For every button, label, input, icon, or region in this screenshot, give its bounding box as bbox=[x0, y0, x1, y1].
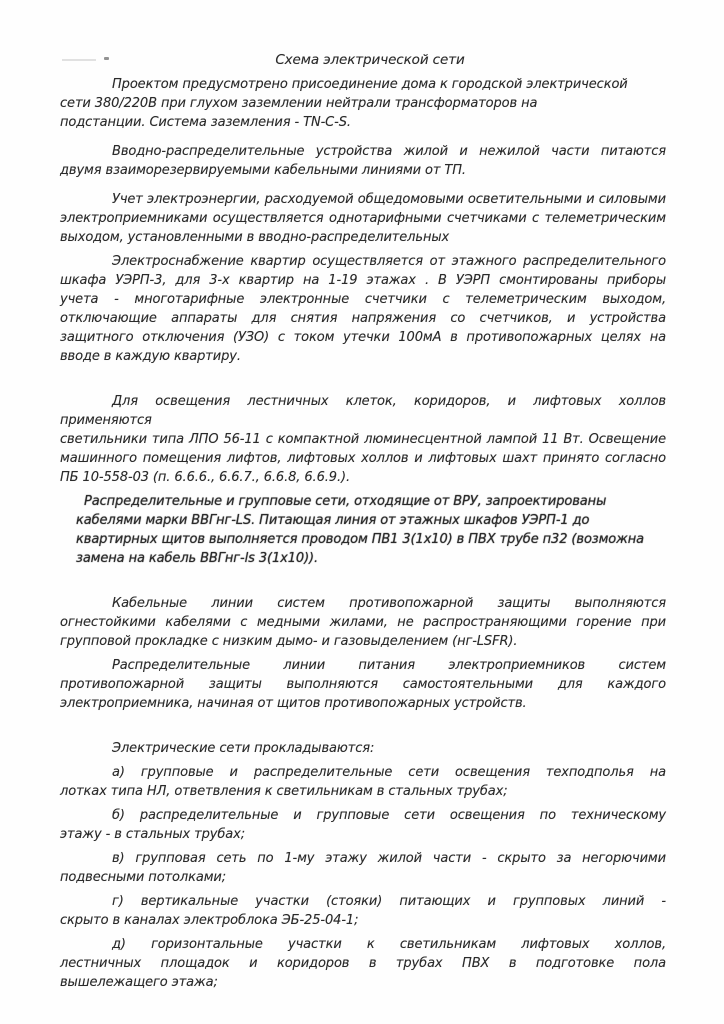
text-line: Электроснабжение квартир осуществляется от этажного распределительного bbox=[112, 254, 666, 269]
para-vru-feeds bbox=[60, 142, 666, 180]
text-line: кабелями марки ВВГнг-LS. Питающая линия от этажных шкафов УЭРП-1 до bbox=[76, 513, 590, 528]
text-line: лотках типа НЛ, ответвления к светильникам в стальных трубах; bbox=[60, 784, 508, 799]
para-routing-heading bbox=[60, 739, 666, 758]
document-body bbox=[60, 75, 666, 992]
text-line: этажу - в стальных трубах; bbox=[60, 827, 246, 842]
text-line: противопожарной защиты выполняются самостоятельными для каждого bbox=[60, 677, 666, 692]
text-line: сети 380/220В при глухом заземлении нейтрали трансформаторов на bbox=[60, 96, 538, 111]
text-line: Для освещения лестничных клеток, коридоров, и лифтовых холлов применяются bbox=[60, 394, 666, 428]
text-line: светильники типа ЛПО 56-11 с компактной люминесцентной лампой 11 Вт. Освещение bbox=[60, 432, 666, 447]
para-metering bbox=[60, 190, 666, 247]
document-title: Схема электрической сети bbox=[275, 52, 465, 68]
text-line: подстанции. Система заземления - TN-C-S. bbox=[60, 115, 351, 130]
text-line: замена на кабель ВВГнг-ls 3(1х10)). bbox=[76, 551, 319, 566]
text-line: Кабельные линии систем противопожарной защиты выполняются bbox=[112, 596, 666, 611]
para-grid-connection bbox=[60, 75, 666, 132]
text-line: двумя взаиморезервируемыми кабельными линиями от ТП. bbox=[60, 163, 466, 178]
text-line: выходом, установленными в вводно-распределительных bbox=[60, 230, 450, 245]
para-lighting bbox=[60, 392, 666, 487]
list-item-a bbox=[60, 763, 666, 801]
text-line: вводе в каждую квартиру. bbox=[60, 349, 241, 364]
text-line: Проектом предусмотрено присоединение дома к городской электрической bbox=[112, 77, 628, 92]
text-line: учета - многотарифные электронные счетчики с телеметрическим выходом, bbox=[60, 292, 666, 307]
text-line: групповой прокладке с низким дымо- и газовыделением (нг-LSFR). bbox=[60, 634, 518, 649]
text-line: Электрические сети прокладываются: bbox=[112, 741, 375, 756]
text-line: в) групповая сеть по 1-му этажу жилой части - скрыто за негорючими bbox=[112, 851, 666, 866]
para-distribution-networks bbox=[60, 492, 666, 568]
document-content bbox=[60, 52, 666, 997]
text-line: скрыто в каналах электроблока ЭБ-25-04-1; bbox=[60, 913, 359, 928]
text-line: подвесными потолками; bbox=[60, 870, 227, 885]
list-item-b bbox=[60, 806, 666, 844]
text-line: Распределительные линии питания электроприемников систем bbox=[112, 658, 666, 673]
text-line: Вводно-распределительные устройства жилой и нежилой части питаются bbox=[112, 144, 666, 159]
list-item-g bbox=[60, 892, 666, 930]
text-line: лестничных площадок и коридоров в трубах ПВХ в подготовке пола bbox=[60, 956, 666, 971]
text-line: электроприемниками осуществляется однотарифными счетчиками с телеметрическим bbox=[60, 211, 666, 226]
text-line: огнестойкими кабелями с медными жилами, не распространяющими горение при bbox=[60, 615, 666, 630]
text-line: ПБ 10-558-03 (п. 6.6.6., 6.6.7., 6.6.8, 6.6.9.). bbox=[60, 470, 350, 485]
para-fire-protection-cables bbox=[60, 594, 666, 651]
text-line: квартирных щитов выполняется проводом ПВ1 3(1х10) в ПВХ трубе п32 (возможна bbox=[76, 532, 645, 547]
text-line: Учет электроэнергии, расходуемой общедомовыми осветительными и силовыми bbox=[112, 192, 666, 207]
text-line: электроприемника, начиная от щитов противопожарных устройств. bbox=[60, 696, 527, 711]
text-line: машинного помещения лифтов, лифтовых холлов и лифтовых шахт принято согласно bbox=[60, 451, 666, 466]
para-fire-protection-lines bbox=[60, 656, 666, 713]
text-line: д) горизонтальные участки к светильникам лифтовых холлов, bbox=[112, 937, 666, 952]
text-line: Распределительные и групповые сети, отходящие от ВРУ, запроектированы bbox=[84, 494, 607, 509]
list-item-v bbox=[60, 849, 666, 887]
list-item-d bbox=[60, 935, 666, 992]
text-line: вышележащего этажа; bbox=[60, 975, 218, 990]
text-line: б) распределительные и групповые сети освещения по техническому bbox=[112, 808, 666, 823]
text-line: шкафа УЭРП-3, для 3-х квартир на 1-19 этажах . В УЭРП смонтированы приборы bbox=[60, 273, 666, 288]
text-line: защитного отключения (УЗО) с током утечки 100мА в противопожарных целях на bbox=[60, 330, 666, 345]
text-line: а) групповые и распределительные сети освещения техподполья на bbox=[112, 765, 666, 780]
para-apartment-supply bbox=[60, 252, 666, 366]
text-line: г) вертикальные участки (стояки) питающих и групповых линий - bbox=[112, 894, 666, 909]
text-line: отключающие аппараты для снятия напряжения со счетчиков, и устройства bbox=[60, 311, 666, 326]
